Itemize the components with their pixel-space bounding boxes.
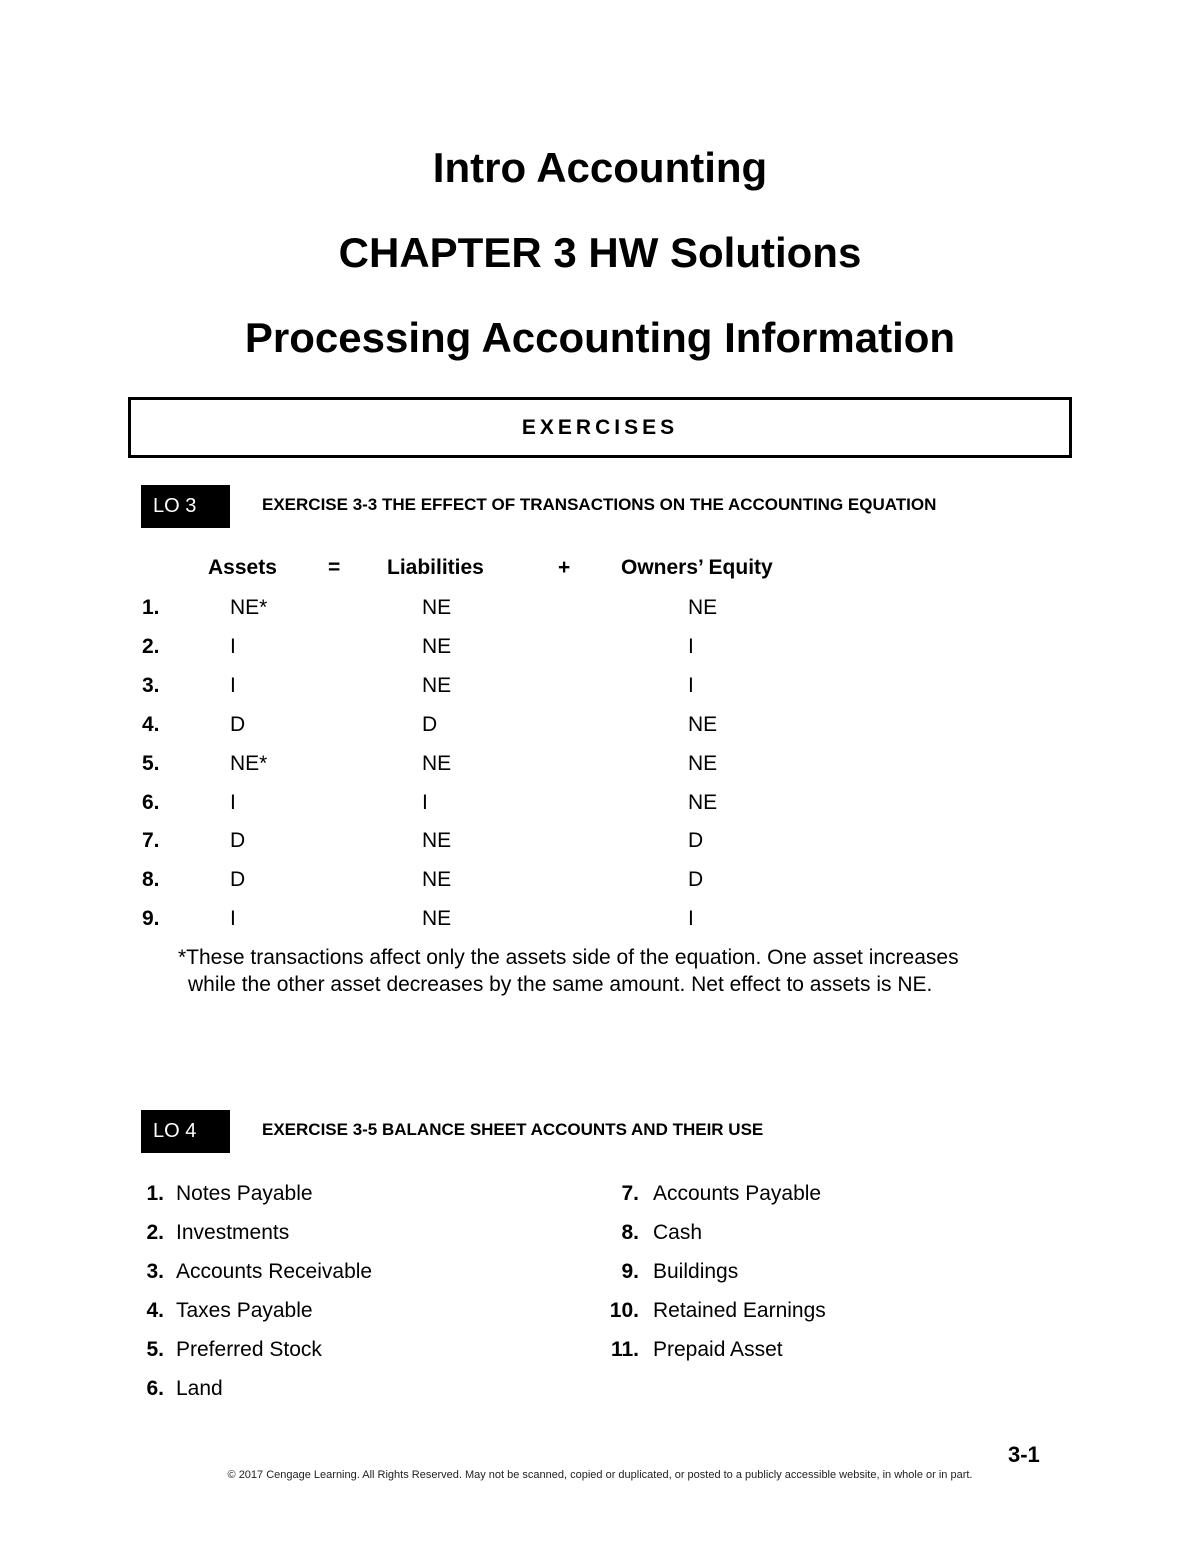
page-number: 3-1 — [1008, 1442, 1040, 1467]
list-item-number: 1. — [146, 1182, 164, 1205]
table-row — [0, 907, 1200, 937]
list-item-number: 9. — [621, 1260, 639, 1283]
list-item — [0, 1182, 1200, 1212]
assets-cell: I — [230, 634, 236, 658]
liabilities-cell: NE — [422, 829, 452, 853]
assets-header: Assets — [208, 556, 277, 579]
liabilities-cell: NE — [422, 634, 452, 658]
list-item — [0, 1221, 1200, 1251]
assets-cell: D — [230, 868, 246, 892]
liabilities-cell: NE — [422, 751, 452, 775]
liabilities-cell: NE — [422, 673, 452, 697]
equity-cell: I — [688, 673, 694, 697]
assets-cell: I — [230, 673, 236, 697]
equity-cell: NE — [688, 596, 718, 619]
list-item — [0, 1377, 1200, 1407]
equity-cell: NE — [688, 751, 718, 775]
list-item-label: Land — [176, 1377, 223, 1400]
document-title: Intro Accounting — [432, 144, 768, 191]
list-item-label: Investments — [176, 1221, 290, 1244]
chapter-subtitle: Processing Accounting Information — [244, 314, 956, 361]
footnote-line-1: *These transactions affect only the assets side of the equation. One asset increases — [178, 946, 959, 969]
row-number: 4. — [142, 712, 160, 736]
assets-cell: I — [230, 790, 236, 814]
table-row — [0, 596, 1200, 626]
exercise-3-3-title: EXERCISE 3-3 THE EFFECT OF TRANSACTIONS ON THE ACCOUNTING EQUATION — [262, 495, 937, 514]
table-row — [0, 635, 1200, 665]
assets-cell: D — [230, 829, 246, 853]
assets-cell: I — [230, 907, 236, 931]
list-item-label: Accounts Receivable — [176, 1260, 373, 1283]
equity-cell: NE — [688, 712, 718, 736]
list-item-label: Prepaid Asset — [653, 1338, 783, 1361]
copyright-notice: © 2017 Cengage Learning. All Rights Reserved. May not be scanned, copied or duplicated, or posted to a publicly accessible website, in whole or in part. — [227, 1469, 973, 1481]
equity-cell: NE — [688, 790, 718, 814]
list-item-label: Cash — [653, 1221, 703, 1244]
table-row — [0, 674, 1200, 704]
lo-badge-3: LO 3 — [141, 485, 230, 528]
list-item-number: 7. — [621, 1182, 639, 1205]
footnote — [178, 944, 1078, 998]
table-row — [0, 791, 1200, 821]
equity-cell: I — [688, 634, 694, 658]
list-item-label: Preferred Stock — [176, 1338, 322, 1361]
list-item — [0, 1260, 1200, 1290]
equals-sign: = — [328, 556, 341, 579]
list-item-number: 10. — [609, 1299, 639, 1322]
lo-badge-4: LO 4 — [141, 1110, 230, 1153]
table-row — [0, 868, 1200, 898]
list-item-number: 8. — [621, 1221, 639, 1244]
chapter-title: CHAPTER 3 HW Solutions — [338, 229, 862, 276]
plus-sign: + — [558, 556, 571, 579]
liabilities-cell: I — [422, 790, 428, 814]
owners-equity-header: Owners’ Equity — [621, 556, 773, 579]
row-number: 5. — [142, 751, 160, 775]
list-item-number: 3. — [146, 1260, 164, 1283]
equity-cell: D — [688, 868, 704, 892]
liabilities-cell: NE — [422, 868, 452, 892]
liabilities-cell: NE — [422, 596, 452, 619]
list-item-number: 2. — [146, 1221, 164, 1244]
list-item-number: 4. — [146, 1299, 164, 1322]
list-item-label: Accounts Payable — [653, 1182, 822, 1205]
assets-cell: NE* — [230, 596, 268, 619]
list-item-number: 5. — [146, 1338, 164, 1361]
list-item-label: Notes Payable — [176, 1182, 313, 1205]
row-number: 7. — [142, 829, 160, 853]
list-item-label: Taxes Payable — [176, 1299, 313, 1322]
equity-cell: I — [688, 907, 694, 931]
footnote-line-2: while the other asset decreases by the same amount. Net effect to assets is NE. — [188, 973, 933, 996]
list-item — [0, 1299, 1200, 1329]
liabilities-cell: NE — [422, 907, 452, 931]
row-number: 3. — [142, 673, 160, 697]
row-number: 2. — [142, 634, 160, 658]
list-item-number: 6. — [146, 1377, 164, 1400]
exercise-3-5-title: EXERCISE 3-5 BALANCE SHEET ACCOUNTS AND THEIR USE — [262, 1120, 764, 1139]
table-row — [0, 752, 1200, 782]
equity-cell: D — [688, 829, 704, 853]
list-item-number: 11. — [610, 1338, 639, 1361]
list-item-label: Retained Earnings — [653, 1299, 826, 1322]
exercises-section-header: EXERCISES — [128, 397, 1072, 458]
row-number: 6. — [142, 790, 160, 814]
row-number: 1. — [142, 596, 160, 619]
row-number: 8. — [142, 868, 160, 892]
table-row — [0, 829, 1200, 859]
assets-cell: D — [230, 712, 246, 736]
table-row — [0, 713, 1200, 743]
list-item-label: Buildings — [653, 1260, 739, 1283]
list-item — [0, 1338, 1200, 1368]
liabilities-header: Liabilities — [387, 556, 484, 579]
liabilities-cell: D — [422, 712, 438, 736]
assets-cell: NE* — [230, 751, 268, 775]
row-number: 9. — [142, 907, 160, 931]
